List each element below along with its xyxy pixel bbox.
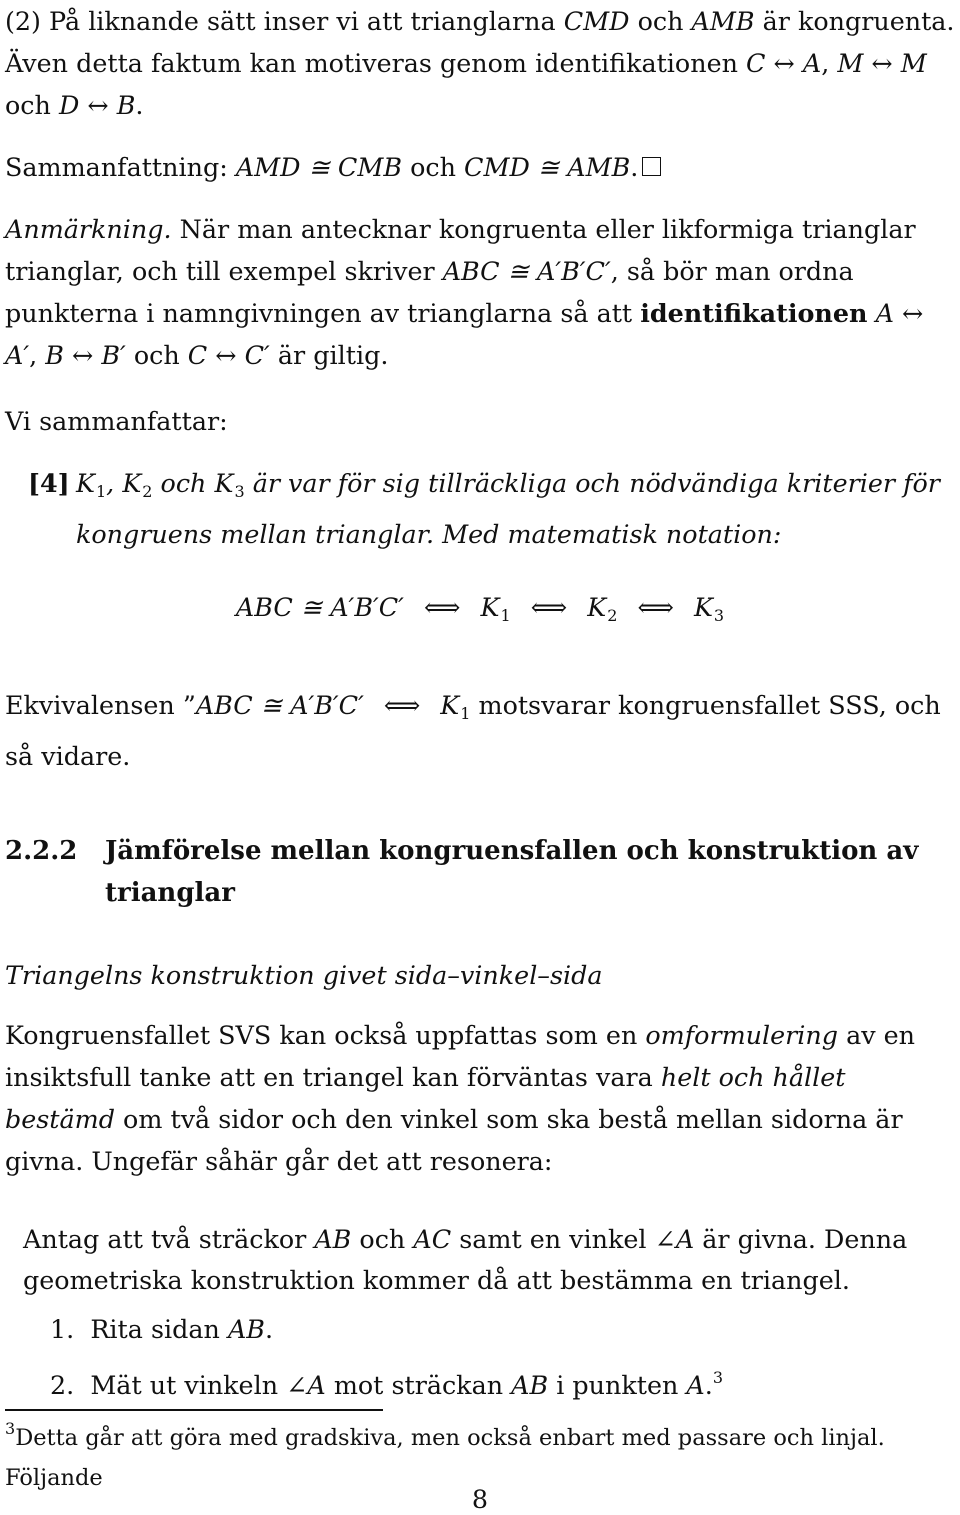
equivalence-paragraph	[5, 684, 955, 777]
math-k: K	[122, 468, 142, 498]
display-equation	[0, 586, 960, 637]
text: Ekvivalensen ”	[5, 690, 196, 720]
math-angle: ∠A	[654, 1224, 695, 1254]
footnote-text: Detta går att göra med gradskiva, men också enbart med passare och linjal. Följande	[5, 1425, 885, 1491]
page-number-text: 8	[471, 1484, 489, 1514]
math-cmd: CMD	[563, 6, 630, 36]
subsection-text: Triangelns konstruktion givet sida–vinkel–sida	[5, 960, 603, 990]
text: är var för sig tillräckliga och nödvändiga kriterier för kongruens mellan trianglar.	[76, 468, 940, 549]
emphasis: helt och hållet bestämd	[5, 1062, 846, 1134]
section-number: 2.2.2	[5, 836, 78, 866]
text: är giltig.	[269, 340, 389, 370]
math-segment: AB	[314, 1224, 352, 1254]
vi-sammanfattar	[5, 400, 955, 442]
math-k: K	[214, 468, 234, 498]
iff-symbol: ⟺	[530, 592, 568, 622]
text: och	[152, 468, 215, 498]
math-amb: AMB	[691, 6, 755, 36]
text: och	[402, 152, 465, 182]
text: och	[629, 6, 692, 36]
math-k: K	[480, 592, 500, 622]
text: samt en vinkel	[451, 1224, 655, 1254]
text: om två sidor och den vinkel som ska bestå mellan sidorna är givna. Ungefär såhär går det att resonera:	[5, 1104, 903, 1176]
paragraph-congruence-2	[5, 0, 955, 126]
text: Med matematisk notation:	[434, 519, 782, 549]
step-number: 2.	[50, 1370, 75, 1400]
theorem-label: [4]	[28, 468, 70, 498]
math-k: K	[440, 690, 460, 720]
math-k: K	[76, 468, 95, 498]
math-angle: ∠A	[286, 1370, 326, 1400]
text: motsvarar kongruensfallet SSS, och så vidare.	[5, 690, 941, 771]
body-paragraph	[5, 1014, 955, 1182]
text: Mät ut vinkeln	[90, 1370, 287, 1400]
math-identification: C ↔ C′	[187, 340, 270, 370]
text: (2) På liknande sätt inser vi att trianglarna	[5, 6, 564, 36]
subscript: 2	[142, 482, 153, 501]
math-congruence: AMD ≅ CMB	[235, 152, 403, 182]
bold-term: identifikationen	[640, 298, 868, 328]
step-2	[50, 1357, 955, 1406]
text: av en insiktsfull tanke att en triangel kan förväntas vara	[5, 1020, 916, 1092]
iff-symbol: ⟺	[637, 592, 674, 622]
math-point: A	[686, 1370, 705, 1400]
math-k: K	[587, 592, 607, 622]
math-congruence: CMD ≅ AMB	[464, 152, 631, 182]
text: När man antecknar kongruenta eller likformiga trianglar trianglar, och till exempel skriver	[5, 214, 916, 286]
theorem-4	[28, 462, 955, 555]
theorem-text: $K_1$, $K_2$ och $K_3$ är var för sig tillräckliga och nödvändiga kriterier för kongruens mellan trianglar. Med matematisk notation:	[76, 468, 940, 549]
text: Vi sammanfattar:	[5, 406, 228, 436]
footnote-number: 3	[5, 1419, 16, 1438]
math-segment: AB	[227, 1314, 265, 1344]
construction-block	[23, 1219, 955, 1301]
subscript: 1	[500, 606, 511, 625]
text: är kongruenta. Även detta faktum kan motiveras genom identifikationen	[5, 6, 955, 78]
math-congruence: ABC ≅ A′B′C′	[442, 256, 611, 286]
text: Kongruensfallet SVS kan också uppfattas som en	[5, 1020, 646, 1050]
page-number	[0, 1484, 960, 1514]
text: är givna. Denna geometriska konstruktion kommer då att bestämma en triangel.	[23, 1224, 908, 1295]
math-identification: M ↔ M	[837, 48, 927, 78]
text: i punkten	[548, 1370, 687, 1400]
text: och	[5, 90, 59, 120]
text: Rita sidan	[90, 1314, 228, 1344]
emphasis: omformulering	[645, 1020, 839, 1050]
iff-symbol: ⟺	[424, 592, 461, 622]
math-k: K	[693, 592, 713, 622]
subscript: 1	[460, 704, 471, 723]
math-identification: C ↔ A	[746, 48, 822, 78]
text: , så bör man ordna punkterna i namngivningen av trianglarna så att	[5, 256, 854, 328]
section-heading	[5, 830, 955, 914]
summary-label: Sammanfattning:	[5, 152, 236, 182]
section-title: Jämförelse mellan kongruensfallen och konstruktion av trianglar	[105, 836, 919, 908]
step-1	[50, 1309, 955, 1350]
math-segment: AC	[413, 1224, 452, 1254]
text: .	[264, 1314, 274, 1344]
remark-label: Anmärkning.	[5, 214, 172, 244]
subscript: 3	[234, 482, 245, 501]
text: .	[630, 152, 639, 182]
text: ,	[821, 48, 838, 78]
text: mot sträckan	[325, 1370, 512, 1400]
text: och	[125, 340, 188, 370]
footnote-marker: 3	[712, 1368, 724, 1387]
subsection-title	[5, 954, 955, 996]
qed-box-icon	[642, 157, 661, 176]
text: och	[351, 1224, 414, 1254]
step-number: 1.	[50, 1314, 75, 1344]
summary-line	[5, 146, 955, 188]
math-identification: B ↔ B′	[45, 340, 126, 370]
text: ,	[29, 340, 46, 370]
math-identification: D ↔ B	[58, 90, 136, 120]
math-identification: A ↔ A′	[5, 298, 924, 370]
math-congruence: ABC ≅ A′B′C′	[195, 690, 364, 720]
math-congruence: ABC ≅ A′B′C′	[235, 592, 404, 622]
math-segment: AB	[511, 1370, 549, 1400]
subscript: 1	[95, 482, 107, 501]
iff-symbol: ⟺	[383, 690, 421, 720]
text: Antag att två sträckor	[23, 1224, 315, 1254]
remark-paragraph	[5, 208, 955, 376]
text: .	[135, 90, 144, 120]
subscript: 2	[607, 606, 618, 625]
text: .	[704, 1370, 713, 1400]
subscript: 3	[713, 606, 725, 625]
